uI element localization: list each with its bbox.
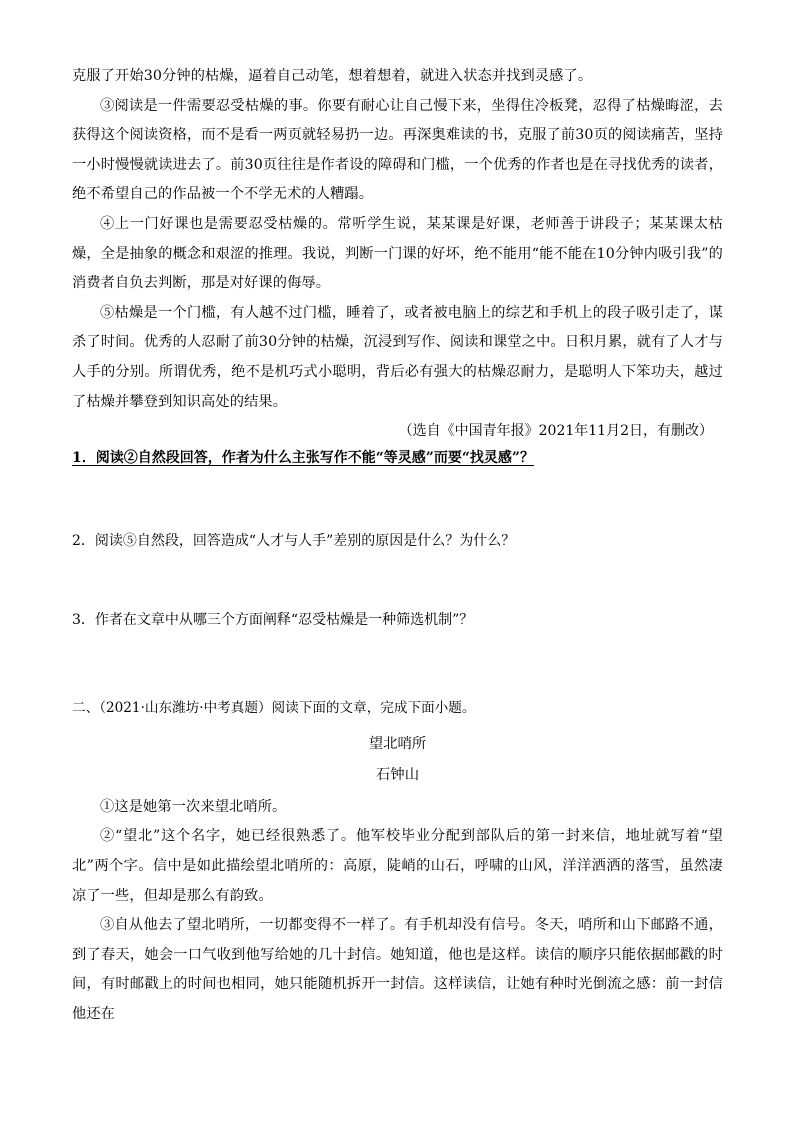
article-paragraph-2: ②“望北”这个名字，她已经很熟悉了。他军校毕业分配到部队后的第一封来信，地址就写着“望北”两个字。信中是如此描绘望北哨所的：高原，陡峭的山石，呼啸的山风，洋洋洒洒的落雪，虽然凄凉了一些，但却是那么有韵致。 — [72, 828, 723, 904]
question-2: 2．阅读⑤自然段，回答造成“人才与人手”差别的原因是什么？为什么？ — [72, 532, 516, 549]
question-1: 1．阅读②自然段回答，作者为什么主张写作不能“等灵感”而要“找灵感”？ — [72, 449, 534, 466]
source-citation: （选自《中国青年报》2021年11月2日，有删改） — [398, 423, 713, 440]
paragraph-3: ③阅读是一件需要忍受枯燥的事。你要有耐心让自己慢下来，坐得住冷板凳，忍得了枯燥晦涩，去获得这个阅读资格，而不是看一两页就轻易扔一边。再深奥难读的书，克服了前30页的阅读痛苦，坚持一小时慢慢就读进去了。前30页往往是作者设的障碍和门槛，一个优秀的作者也是在寻找优秀的读者，绝不希望自己的作品被一个不学无术的人糟蹋。 — [72, 97, 723, 203]
article-paragraph-1: ①这是她第一次来望北哨所。 — [100, 798, 287, 815]
article-author: 石钟山 — [375, 766, 420, 783]
paragraph-4: ④上一门好课也是需要忍受枯燥的。常听学生说，某某课是好课，老师善于讲段子；某某课太枯燥，全是抽象的概念和艰涩的推理。我说，判断一门课的好坏，绝不能用“能不能在10分钟内吸引我”的消费者自负去判断，那是对好课的侮辱。 — [72, 215, 723, 292]
question-3: 3．作者在文章中从哪三个方面阐释“忍受枯燥是一种筛选机制”？ — [72, 611, 474, 628]
article-title: 望北哨所 — [368, 735, 427, 752]
paragraph-5: ⑤枯燥是一个门槛，有人越不过门槛，睡着了，或者被电脑上的综艺和手机上的段子吸引走了，谋杀了时间。优秀的人忍耐了前30分钟的枯燥，沉浸到写作、阅读和课堂之中。日积月累，就有了人才与人手的分别。所谓优秀，绝不是机巧式小聪明，背后必有强大的枯燥忍耐力，是聪明人下笨功夫，越过了枯燥并攀登到知识高处的结果。 — [72, 304, 723, 410]
article-paragraph-3: ③自从他去了望北哨所，一切都变得不一样了。有手机却没有信号。冬天，哨所和山下邮路不通，到了春天，她会一口气收到他写给她的几十封信。她知道，他也是这样。读信的顺序只能依据邮戳的时间，有时邮戳上的时间也相同，她只能随机拆开一封信。这样读信，让她有种时光倒流之感：前一封信他还在 — [72, 917, 723, 1022]
section-2-heading: 二、（2021·山东潍坊·中考真题）阅读下面的文章，完成下面小题。 — [72, 699, 476, 716]
paragraph-continuation: 克服了开始30分钟的枯燥，逼着自己动笔，想着想着，就进入状态并找到灵感了。 — [72, 68, 593, 84]
document-page — [72, 62, 723, 1029]
